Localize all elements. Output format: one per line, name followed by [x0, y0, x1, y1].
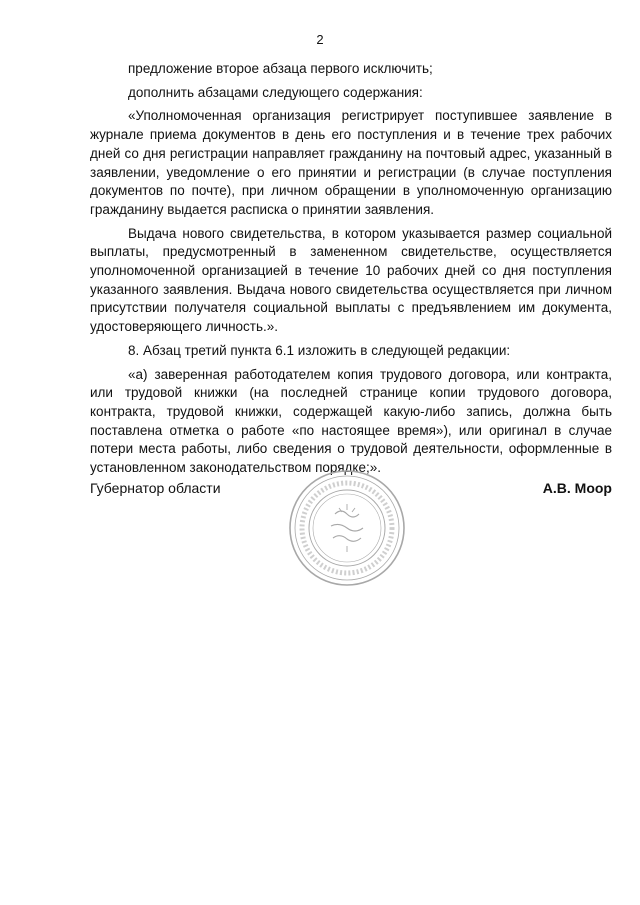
page-number: 2 — [316, 32, 324, 47]
paragraph-2: дополнить абзацами следующего содержания: — [128, 84, 423, 100]
signatory-name: А.В. Моор — [542, 480, 612, 496]
official-seal-icon — [287, 468, 407, 588]
signatory-title: Губернатор области — [90, 480, 221, 496]
paragraph-5: 8. Абзац третий пункта 6.1 изложить в следующей редакции: — [128, 342, 511, 358]
paragraph-1: предложение второе абзаца первого исключить; — [128, 61, 433, 76]
paragraph-3: «Уполномоченная организация регистрирует поступившее заявление в журнале приема документов в день его поступления и в течение трех рабочих дней со дня регистрации направляет гражданину на почтовый адрес, указанный в заявлении, уведомление о его принятии и регистрации (в случае поступления документов по почте), при личном обращении в уполномоченную организацию гражданину выдается расписка о принятии заявления. — [90, 108, 612, 217]
paragraph-4: Выдача нового свидетельства, в котором указывается размер социальной выплаты, предусмотренный в замененном свидетельстве, осуществляется уполномоченной организацией в течение 10 рабочих дней со дня поступления указанного заявления. Выдача нового свидетельства осуществляется при личном присутствии получателя социальной выплаты с предъявлением им документа, удостоверяющего личность.». — [90, 225, 612, 335]
document-body — [90, 60, 612, 483]
paragraph-6: «а) заверенная работодателем копия трудового договора, или контракта, или трудовой книжки (на последней странице копии трудового договора, контракта, трудовой книжки, содержащей какую-либо запись, должна быть поставлена отметка о работе «по настоящее время»), или оригинал в случае потери места работы, либо сведения о трудовой деятельности, оформленные в установленном законодательством порядке;». — [90, 366, 612, 476]
